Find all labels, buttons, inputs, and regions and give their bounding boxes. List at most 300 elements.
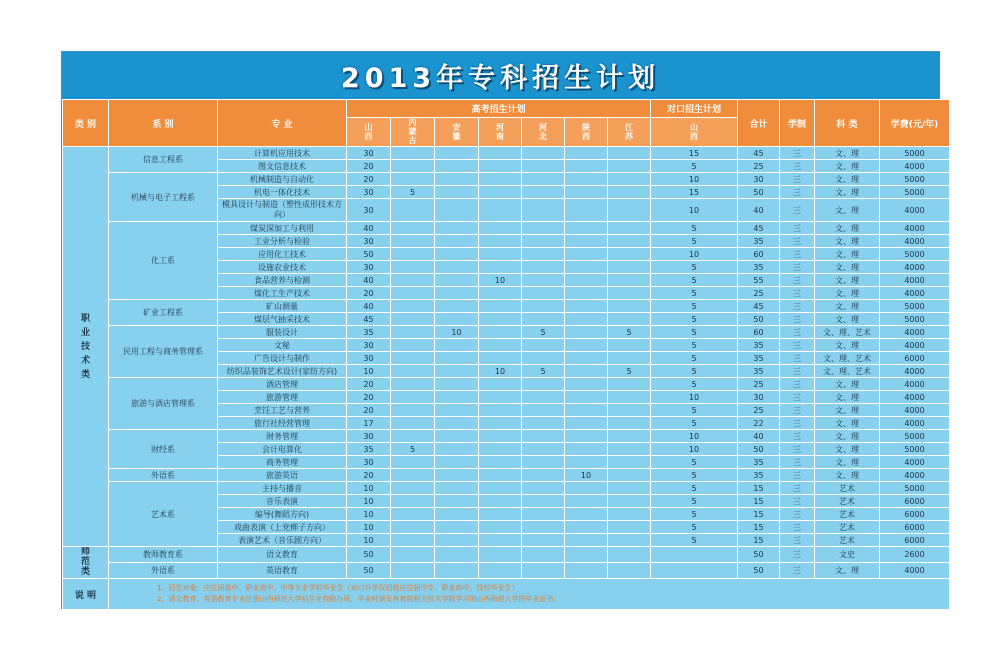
header-duration: 学制	[780, 100, 815, 147]
duikou-cell: 10	[651, 248, 738, 261]
henan-cell	[479, 147, 522, 160]
fee-cell: 4000	[880, 378, 950, 391]
subject-cell: 文、理	[815, 160, 880, 173]
duikou-cell: 10	[651, 443, 738, 456]
shaanxi-cell	[565, 456, 608, 469]
shaanxi-cell	[565, 378, 608, 391]
jiangsu-cell	[608, 482, 651, 495]
anhui-cell	[435, 274, 479, 287]
duration-cell: 三	[780, 482, 815, 495]
duikou-cell: 5	[651, 365, 738, 378]
anhui-cell	[435, 430, 479, 443]
duration-cell: 三	[780, 563, 815, 579]
major-cell: 语文教育	[218, 547, 347, 563]
fee-cell: 5000	[880, 147, 950, 160]
major-cell: 商务管理	[218, 456, 347, 469]
henan-cell: 10	[479, 365, 522, 378]
hebei-cell: 5	[522, 365, 565, 378]
table-row	[63, 222, 950, 235]
department-cell: 艺术系	[109, 482, 218, 547]
duration-cell: 三	[780, 287, 815, 300]
header-province: 内蒙古	[391, 118, 435, 147]
jiangsu-cell	[608, 222, 651, 235]
shaanxi-cell	[565, 313, 608, 326]
hebei-cell	[522, 417, 565, 430]
total-cell: 40	[738, 199, 780, 222]
henan-cell	[479, 173, 522, 186]
neimenggu-cell	[391, 300, 435, 313]
fee-cell: 4000	[880, 235, 950, 248]
fee-cell: 4000	[880, 404, 950, 417]
subject-cell: 文、理	[815, 563, 880, 579]
duikou-cell: 5	[651, 352, 738, 365]
fee-cell: 5000	[880, 173, 950, 186]
jiangsu-cell: 5	[608, 326, 651, 339]
subject-cell: 文、理	[815, 404, 880, 417]
henan-cell	[479, 456, 522, 469]
shanxi-cell: 30	[347, 352, 391, 365]
total-cell: 60	[738, 248, 780, 261]
hebei-cell	[522, 339, 565, 352]
anhui-cell	[435, 173, 479, 186]
jiangsu-cell	[608, 547, 651, 563]
jiangsu-cell	[608, 274, 651, 287]
hebei-cell	[522, 173, 565, 186]
header-province: 江苏	[608, 118, 651, 147]
hebei-cell	[522, 274, 565, 287]
major-cell: 主持与播音	[218, 482, 347, 495]
duikou-cell: 5	[651, 339, 738, 352]
total-cell: 25	[738, 160, 780, 173]
fee-cell: 2600	[880, 547, 950, 563]
duikou-cell: 5	[651, 313, 738, 326]
duikou-cell: 5	[651, 287, 738, 300]
total-cell: 45	[738, 147, 780, 160]
jiangsu-cell	[608, 534, 651, 547]
duration-cell: 三	[780, 261, 815, 274]
shaanxi-cell	[565, 365, 608, 378]
fee-cell: 4000	[880, 391, 950, 404]
jiangsu-cell	[608, 521, 651, 534]
shaanxi-cell	[565, 547, 608, 563]
subject-cell: 文、理	[815, 186, 880, 199]
subject-cell: 艺术	[815, 508, 880, 521]
duration-cell: 三	[780, 547, 815, 563]
shanxi-cell: 45	[347, 313, 391, 326]
anhui-cell	[435, 199, 479, 222]
henan-cell	[479, 313, 522, 326]
henan-cell	[479, 563, 522, 579]
shaanxi-cell	[565, 482, 608, 495]
shaanxi-cell	[565, 186, 608, 199]
neimenggu-cell	[391, 417, 435, 430]
henan-cell	[479, 186, 522, 199]
duration-cell: 三	[780, 495, 815, 508]
total-cell: 50	[738, 313, 780, 326]
total-cell: 15	[738, 482, 780, 495]
shanxi-cell: 35	[347, 326, 391, 339]
anhui-cell	[435, 300, 479, 313]
anhui-cell	[435, 547, 479, 563]
duration-cell: 三	[780, 313, 815, 326]
duration-cell: 三	[780, 456, 815, 469]
fee-cell: 4000	[880, 365, 950, 378]
hebei-cell	[522, 287, 565, 300]
major-cell: 服装设计	[218, 326, 347, 339]
note-line-1: 1、招生对象：应往届高中、职业高中、中等专业学校毕业生（对口升学仅招收应往届中专、职业高中、技校毕业生）	[157, 584, 519, 592]
neimenggu-cell	[391, 495, 435, 508]
neimenggu-cell	[391, 235, 435, 248]
total-cell: 35	[738, 456, 780, 469]
shanxi-cell: 20	[347, 404, 391, 417]
table-row	[63, 378, 950, 391]
jiangsu-cell	[608, 430, 651, 443]
anhui-cell	[435, 391, 479, 404]
major-cell: 英语教育	[218, 563, 347, 579]
subject-cell: 文、理	[815, 339, 880, 352]
shanxi-cell: 20	[347, 287, 391, 300]
shanxi-cell: 20	[347, 173, 391, 186]
subject-cell: 文、理	[815, 199, 880, 222]
duikou-cell: 10	[651, 430, 738, 443]
fee-cell: 5000	[880, 300, 950, 313]
neimenggu-cell	[391, 248, 435, 261]
major-cell: 旅游英语	[218, 469, 347, 482]
jiangsu-cell	[608, 300, 651, 313]
anhui-cell	[435, 469, 479, 482]
department-cell: 机械与电子工程系	[109, 173, 218, 222]
hebei-cell	[522, 482, 565, 495]
shanxi-cell: 30	[347, 339, 391, 352]
shanxi-cell: 20	[347, 378, 391, 391]
hebei-cell	[522, 248, 565, 261]
duikou-cell: 10	[651, 173, 738, 186]
fee-cell: 5000	[880, 482, 950, 495]
neimenggu-cell: 5	[391, 443, 435, 456]
total-cell: 35	[738, 365, 780, 378]
total-cell: 35	[738, 352, 780, 365]
total-cell: 55	[738, 274, 780, 287]
major-cell: 旅行社经营管理	[218, 417, 347, 430]
table-row	[63, 326, 950, 339]
neimenggu-cell	[391, 391, 435, 404]
total-cell: 15	[738, 521, 780, 534]
total-cell: 50	[738, 186, 780, 199]
duration-cell: 三	[780, 160, 815, 173]
subject-cell: 文、理	[815, 261, 880, 274]
hebei-cell	[522, 300, 565, 313]
shaanxi-cell	[565, 248, 608, 261]
jiangsu-cell	[608, 235, 651, 248]
subject-cell: 文、理	[815, 222, 880, 235]
henan-cell	[479, 508, 522, 521]
neimenggu-cell	[391, 365, 435, 378]
neimenggu-cell	[391, 326, 435, 339]
neimenggu-cell	[391, 199, 435, 222]
jiangsu-cell	[608, 147, 651, 160]
category-cell: 职业技术类	[63, 147, 109, 547]
shanxi-cell: 10	[347, 521, 391, 534]
major-cell: 纺织品装饰艺术设计(家纺方向)	[218, 365, 347, 378]
hebei-cell	[522, 352, 565, 365]
neimenggu-cell	[391, 482, 435, 495]
anhui-cell: 10	[435, 326, 479, 339]
duration-cell: 三	[780, 274, 815, 287]
anhui-cell	[435, 147, 479, 160]
shaanxi-cell	[565, 495, 608, 508]
total-cell: 35	[738, 339, 780, 352]
fee-cell: 5000	[880, 186, 950, 199]
duration-cell: 三	[780, 521, 815, 534]
neimenggu-cell	[391, 160, 435, 173]
total-cell: 35	[738, 235, 780, 248]
henan-cell	[479, 326, 522, 339]
hebei-cell: 5	[522, 326, 565, 339]
total-cell: 35	[738, 261, 780, 274]
neimenggu-cell: 5	[391, 186, 435, 199]
duration-cell: 三	[780, 378, 815, 391]
duikou-cell: 5	[651, 222, 738, 235]
duikou-cell: 5	[651, 235, 738, 248]
neimenggu-cell	[391, 456, 435, 469]
major-cell: 矿山测量	[218, 300, 347, 313]
anhui-cell	[435, 222, 479, 235]
subject-cell: 文、理	[815, 456, 880, 469]
shaanxi-cell	[565, 521, 608, 534]
notes-row	[63, 579, 950, 610]
total-cell: 15	[738, 508, 780, 521]
fee-cell: 6000	[880, 508, 950, 521]
henan-cell	[479, 482, 522, 495]
total-cell: 22	[738, 417, 780, 430]
table-row	[63, 430, 950, 443]
major-cell: 工业分析与检验	[218, 235, 347, 248]
duikou-cell: 5	[651, 326, 738, 339]
total-cell: 30	[738, 391, 780, 404]
henan-cell	[479, 300, 522, 313]
hebei-cell	[522, 222, 565, 235]
shaanxi-cell	[565, 326, 608, 339]
anhui-cell	[435, 378, 479, 391]
duration-cell: 三	[780, 222, 815, 235]
jiangsu-cell	[608, 199, 651, 222]
major-cell: 模具设计与制造（塑性成形技术方向）	[218, 199, 347, 222]
shaanxi-cell	[565, 430, 608, 443]
major-cell: 烹饪工艺与营养	[218, 404, 347, 417]
header-total: 合计	[738, 100, 780, 147]
header-category: 类 别	[63, 100, 109, 147]
major-cell: 表演艺术（音乐剧方向）	[218, 534, 347, 547]
jiangsu-cell	[608, 443, 651, 456]
fee-cell: 4000	[880, 261, 950, 274]
total-cell: 50	[738, 547, 780, 563]
neimenggu-cell	[391, 547, 435, 563]
major-cell: 煤化工生产技术	[218, 287, 347, 300]
jiangsu-cell	[608, 160, 651, 173]
neimenggu-cell	[391, 173, 435, 186]
duration-cell: 三	[780, 248, 815, 261]
henan-cell	[479, 261, 522, 274]
henan-cell	[479, 417, 522, 430]
neimenggu-cell	[391, 287, 435, 300]
subject-cell: 艺术	[815, 534, 880, 547]
subject-cell: 文、理	[815, 417, 880, 430]
anhui-cell	[435, 534, 479, 547]
hebei-cell	[522, 261, 565, 274]
table-body	[63, 147, 950, 579]
department-cell: 财经系	[109, 430, 218, 469]
department-cell: 教师教育系	[109, 547, 218, 563]
anhui-cell	[435, 365, 479, 378]
major-cell: 广告设计与制作	[218, 352, 347, 365]
hebei-cell	[522, 547, 565, 563]
henan-cell	[479, 287, 522, 300]
anhui-cell	[435, 313, 479, 326]
anhui-cell	[435, 248, 479, 261]
shaanxi-cell	[565, 339, 608, 352]
hebei-cell	[522, 404, 565, 417]
shaanxi-cell	[565, 147, 608, 160]
shanxi-cell: 30	[347, 235, 391, 248]
note-line-2: 2、语文教育、英语教育专业注册山西师范大学招生在我院办班，毕业时颁发有着院相关技术学院学习的山西师范大学的毕业证书。	[157, 595, 561, 603]
subject-cell: 文、理	[815, 173, 880, 186]
fee-cell: 5000	[880, 443, 950, 456]
department-cell: 矿业工程系	[109, 300, 218, 326]
duration-cell: 三	[780, 326, 815, 339]
neimenggu-cell	[391, 274, 435, 287]
hebei-cell	[522, 521, 565, 534]
jiangsu-cell	[608, 287, 651, 300]
jiangsu-cell	[608, 186, 651, 199]
notes-label: 说 明	[63, 579, 109, 610]
hebei-cell	[522, 495, 565, 508]
anhui-cell	[435, 508, 479, 521]
hebei-cell	[522, 456, 565, 469]
duration-cell: 三	[780, 469, 815, 482]
henan-cell	[479, 521, 522, 534]
jiangsu-cell	[608, 378, 651, 391]
subject-cell: 文、理	[815, 313, 880, 326]
total-cell: 50	[738, 443, 780, 456]
shanxi-cell: 40	[347, 300, 391, 313]
hebei-cell	[522, 443, 565, 456]
header-duikou-province: 山西	[651, 118, 738, 147]
subject-cell: 艺术	[815, 521, 880, 534]
jiangsu-cell	[608, 313, 651, 326]
header-gaokao-plan: 高考招生计划	[347, 100, 651, 118]
duration-cell: 三	[780, 339, 815, 352]
major-cell: 音乐表演	[218, 495, 347, 508]
major-cell: 旅游管理	[218, 391, 347, 404]
subject-cell: 文、理	[815, 300, 880, 313]
henan-cell	[479, 222, 522, 235]
neimenggu-cell	[391, 521, 435, 534]
shanxi-cell: 40	[347, 274, 391, 287]
shanxi-cell: 10	[347, 365, 391, 378]
henan-cell	[479, 391, 522, 404]
henan-cell	[479, 160, 522, 173]
header-province: 陕西	[565, 118, 608, 147]
total-cell: 25	[738, 287, 780, 300]
anhui-cell	[435, 186, 479, 199]
duration-cell: 三	[780, 235, 815, 248]
major-cell: 应用化工技术	[218, 248, 347, 261]
shaanxi-cell	[565, 287, 608, 300]
neimenggu-cell	[391, 469, 435, 482]
fee-cell: 4000	[880, 274, 950, 287]
duration-cell: 三	[780, 352, 815, 365]
anhui-cell	[435, 456, 479, 469]
shanxi-cell: 30	[347, 199, 391, 222]
total-cell: 25	[738, 378, 780, 391]
total-cell: 15	[738, 534, 780, 547]
shanxi-cell: 30	[347, 147, 391, 160]
henan-cell	[479, 404, 522, 417]
neimenggu-cell	[391, 313, 435, 326]
subject-cell: 文、理	[815, 274, 880, 287]
jiangsu-cell	[608, 173, 651, 186]
jiangsu-cell	[608, 417, 651, 430]
fee-cell: 6000	[880, 521, 950, 534]
duration-cell: 三	[780, 404, 815, 417]
shanxi-cell: 10	[347, 482, 391, 495]
table-row	[63, 482, 950, 495]
shaanxi-cell	[565, 235, 608, 248]
anhui-cell	[435, 443, 479, 456]
duikou-cell: 10	[651, 391, 738, 404]
duration-cell: 三	[780, 417, 815, 430]
anhui-cell	[435, 495, 479, 508]
anhui-cell	[435, 404, 479, 417]
header-province: 安徽	[435, 118, 479, 147]
neimenggu-cell	[391, 508, 435, 521]
fee-cell: 5000	[880, 313, 950, 326]
duikou-cell: 15	[651, 186, 738, 199]
anhui-cell	[435, 261, 479, 274]
subject-cell: 文、理	[815, 287, 880, 300]
hebei-cell	[522, 430, 565, 443]
major-cell: 财务管理	[218, 430, 347, 443]
shanxi-cell: 30	[347, 186, 391, 199]
subject-cell: 文、理	[815, 443, 880, 456]
shanxi-cell: 50	[347, 248, 391, 261]
shanxi-cell: 10	[347, 495, 391, 508]
anhui-cell	[435, 287, 479, 300]
total-cell: 30	[738, 173, 780, 186]
subject-cell: 文、理	[815, 430, 880, 443]
neimenggu-cell	[391, 261, 435, 274]
shanxi-cell: 20	[347, 391, 391, 404]
neimenggu-cell	[391, 563, 435, 579]
shanxi-cell: 50	[347, 547, 391, 563]
duikou-cell	[651, 563, 738, 579]
jiangsu-cell	[608, 563, 651, 579]
header-row-1	[63, 100, 950, 118]
jiangsu-cell	[608, 352, 651, 365]
neimenggu-cell	[391, 404, 435, 417]
neimenggu-cell	[391, 352, 435, 365]
total-cell: 25	[738, 404, 780, 417]
total-cell: 60	[738, 326, 780, 339]
shaanxi-cell	[565, 300, 608, 313]
shanxi-cell: 30	[347, 430, 391, 443]
hebei-cell	[522, 534, 565, 547]
henan-cell	[479, 534, 522, 547]
major-cell: 计算机应用技术	[218, 147, 347, 160]
neimenggu-cell	[391, 147, 435, 160]
hebei-cell	[522, 199, 565, 222]
duration-cell: 三	[780, 391, 815, 404]
